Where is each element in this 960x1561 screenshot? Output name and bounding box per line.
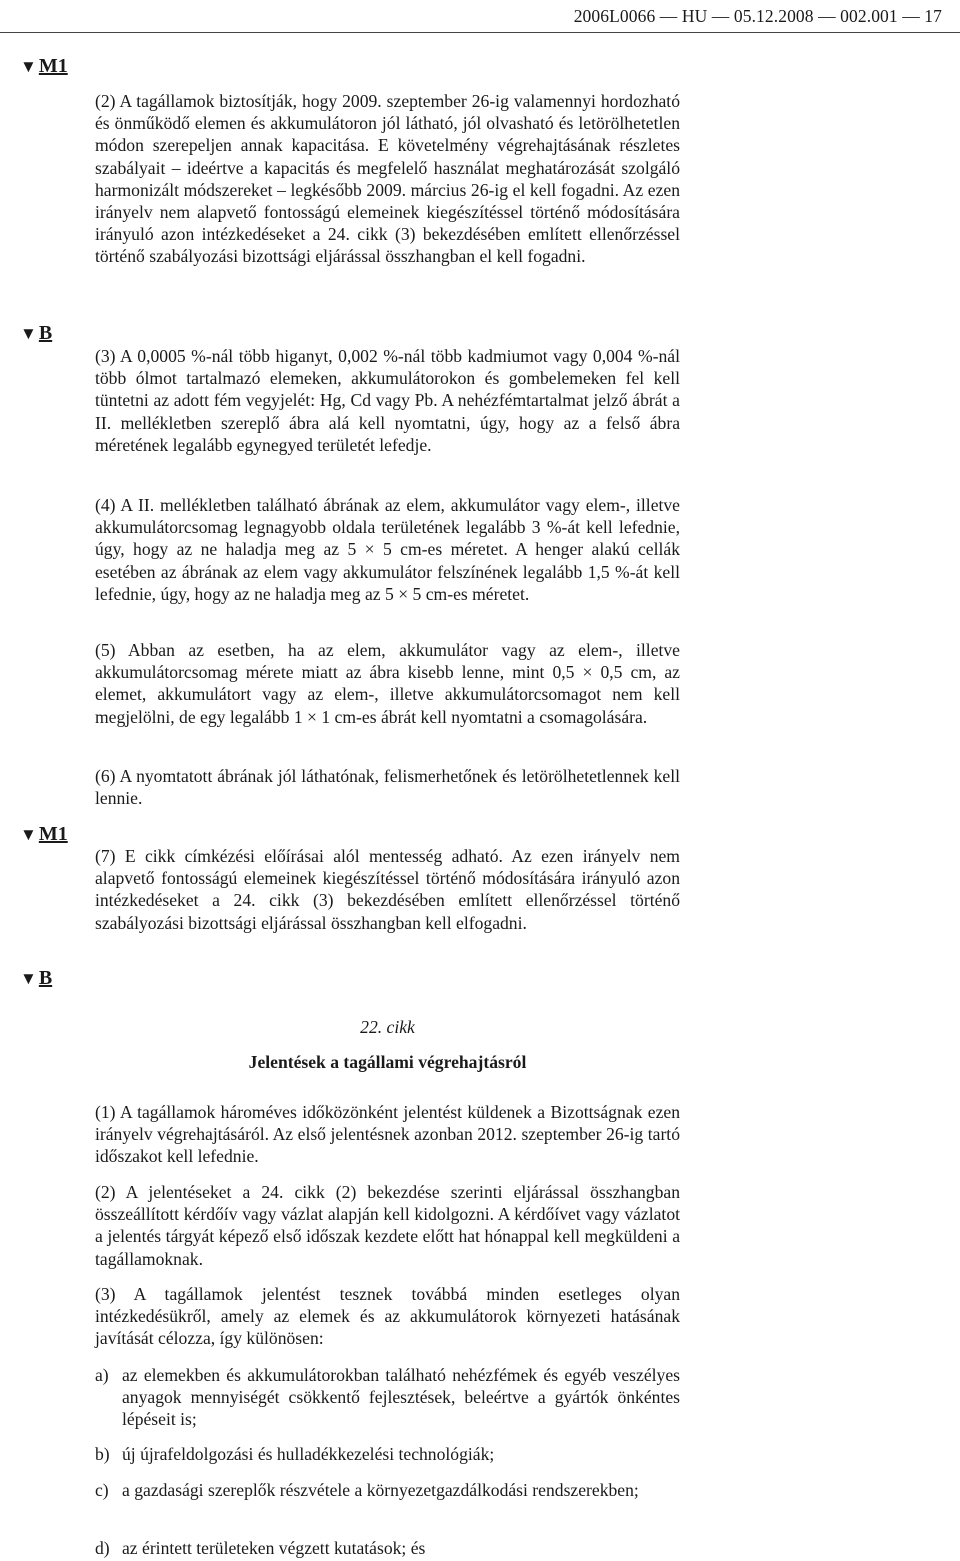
amendment-marker-b: ▼ B	[20, 967, 53, 989]
paragraph-7: (7) E cikk címkézési előírásai alól mentesség adható. Az ezen irányelv nem alapvető fontosságú elemeinek kiegészítéssel történő módosítására irányuló azon intézkedéseket a 24. cikk (3) bekezdésében említett ellenőrzéssel történő szabályozási bizottsági eljárással összhangban kell elfogadni.	[95, 846, 680, 933]
article-paragraph-1: (1) A tagállamok hároméves időközönként jelentést küldenek a Bizottságnak ezen irányelv végrehajtásáról. Az első jelentésnek azonban 2012. szeptember 26-ig tartó időszakot kell lefednie.	[95, 1102, 680, 1167]
list-item	[95, 1479, 680, 1501]
paragraph-5: (5) Abban az esetben, ha az elem, akkumulátor vagy az elem-, illetve akkumulátorcsomag mérete miatt az ábra kisebb lenne, mint 0,5 × 0,5 cm, az elemet, akkumulátort vagy az elem-, illetve akkumulátorcsomagot nem kell megjelölni, de egy legalább 1 × 1 cm-es ábrát kell nyomtatni a csomagolására.	[95, 640, 680, 727]
amendment-marker-m1: ▼ M1	[20, 55, 68, 77]
list-item-text: a gazdasági szereplők részvétele a környezetgazdálkodási rendszerekben;	[122, 1480, 639, 1500]
list-item	[95, 1443, 680, 1465]
amendment-marker-b: ▼ B	[20, 322, 53, 344]
triangle-down-icon: ▼	[20, 57, 37, 76]
amendment-marker-m1: ▼ M1	[20, 823, 68, 845]
list-item-text: az elemekben és akkumulátorokban található nehézfémek és egyéb veszélyes anyagok mennyiségét csökkentő fejlesztések, beleértve a gyártók önkéntes lépéseit is;	[122, 1365, 680, 1430]
article-paragraph-2: (2) A jelentéseket a 24. cikk (2) bekezdése szerinti eljárással összhangban összeállított kérdőív vagy vázlat alapján kell kidolgozni. A kérdőívet vagy vázlatot a jelentés tárgyát képező első időszak kezdete előtt hat hónappal kell megküldeni a tagállamoknak.	[95, 1182, 680, 1269]
triangle-down-icon: ▼	[20, 969, 37, 988]
paragraph-4: (4) A II. mellékletben található ábrának az elem, akkumulátor vagy elem-, illetve akkumulátorcsomag legnagyobb oldala területének legalább 3 %-át kell lefednie, úgy, hogy az ne haladja meg az 5 × 5 cm-es méretet. A henger alakú cellák esetében az ábrának az elem vagy akkumulátor felszínének legalább 1,5 %-át kell lefednie, úgy, hogy az ne haladja meg az 5 × 5 cm-es méretet.	[95, 495, 680, 604]
list-item-text: az érintett területeken végzett kutatások; és	[122, 1538, 426, 1558]
article-title: Jelentések a tagállami végrehajtásról	[248, 1052, 527, 1072]
list-item-label: c)	[95, 1480, 109, 1500]
list-item-text: új újrafeldolgozási és hulladékkezelési technológiák;	[122, 1444, 495, 1464]
triangle-down-icon: ▼	[20, 825, 37, 844]
list-item-label: a)	[95, 1365, 109, 1385]
list-item-label: b)	[95, 1444, 110, 1464]
paragraph-3: (3) A 0,0005 %-nál több higanyt, 0,002 %-nál több kadmiumot vagy 0,004 %-nál több ólmot tartalmazó elemeken, akkumulátorokon és gombelemeken fel kell tüntetni az adott fém vegyjelét: Hg, Cd vagy Pb. A nehézfémtartalmat jelző ábrát a II. mellékletben szereplő ábra alá kell nyomtatni, úgy, hogy az a felső ábra méretének legalább egynegyed területét lefedje.	[95, 346, 680, 455]
paragraph-6: (6) A nyomtatott ábrának jól láthatónak, felismerhetőnek és letörölhetetlennek kell lennie.	[95, 766, 680, 809]
page-header: 2006L0066 — HU — 05.12.2008 — 002.001 — 17	[573, 6, 942, 26]
article-paragraph-3: (3) A tagállamok jelentést tesznek továbbá minden esetleges olyan intézkedésükről, amely az elemek és az akkumulátorok környezeti hatásának javítását célozza, így különösen:	[95, 1284, 680, 1349]
triangle-down-icon: ▼	[20, 324, 37, 343]
paragraph-2: (2) A tagállamok biztosítják, hogy 2009. szeptember 26-ig valamennyi hordozható és önműködő elemen és akkumulátoron jól látható, jól olvasható és letörölhetetlen módon szerepeljen annak kapacitása. E követelmény végrehajtásának részletes szabályait – ideértve a kapacitás és megfelelő használat meghatározását szolgáló harmonizált módszereket – legkésőbb 2009. március 26-ig el kell fogadni. Az ezen irányelv nem alapvető fontosságú elemeinek kiegészítéssel történő módosítására irányuló azon intézkedéseket a 24. cikk (3) bekezdésében említett ellenőrzéssel történő szabályozási bizottsági eljárással összhangban el kell fogadni.	[95, 91, 680, 267]
header-divider	[0, 32, 960, 33]
article-number: 22. cikk	[360, 1017, 415, 1037]
list-item	[95, 1537, 680, 1559]
list-item-label: d)	[95, 1538, 110, 1558]
list-item	[95, 1364, 680, 1431]
